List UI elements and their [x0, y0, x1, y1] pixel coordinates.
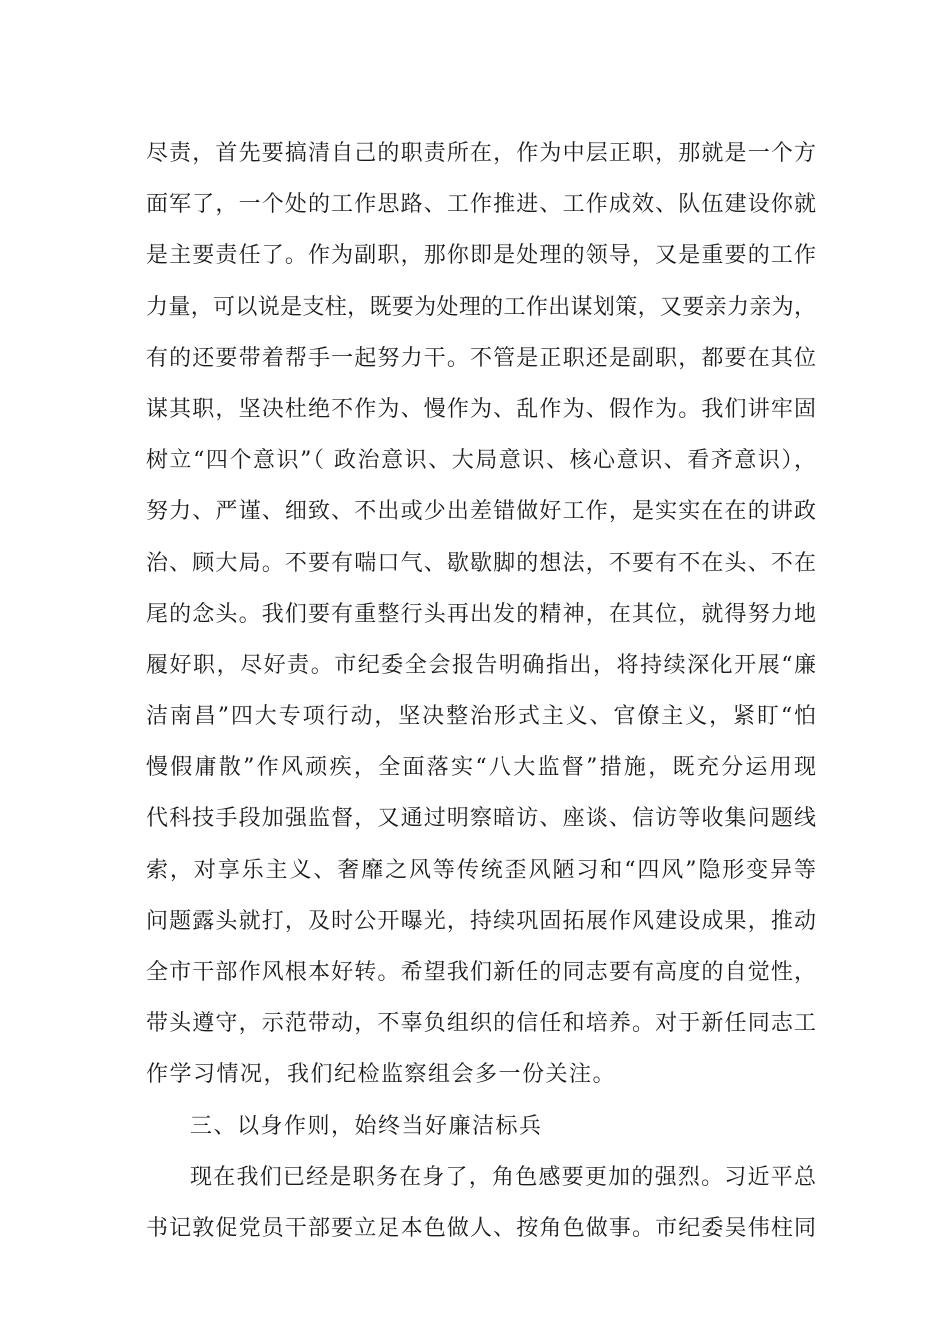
- text-line: 全市干部作风根本好转。希望我们新任的同志要有高度的自觉性，: [146, 960, 816, 985]
- text-line: 努力、严谨、细致、不出或少出差错做好工作，是实实在在的讲政: [146, 499, 816, 525]
- text-line: 面军了，一个处的工作思路、工作推进、工作成效、队伍建设你就: [146, 192, 816, 218]
- text-line: 是主要责任了。作为副职，那你即是处理的领导，又是重要的工作: [146, 243, 816, 269]
- text-line: 索，对享乐主义、奢靡之风等传统歪风陋习和“四风”隐形变异等: [146, 857, 816, 883]
- paragraph-end-line: 作学习情况，我们纪检监察组会多一份关注。: [146, 1062, 617, 1088]
- text-line: 洁南昌”四大专项行动，坚决整治形式主义、官僚主义，紧盯“怕: [146, 704, 816, 730]
- text-line: 力量，可以说是支柱，既要为处理的工作出谋划策，又要亲力亲为，: [146, 294, 816, 320]
- text-line: 问题露头就打，及时公开曝光，持续巩固拓展作风建设成果，推动: [146, 908, 816, 934]
- text-line: 尾的念头。我们要有重整行头再出发的精神，在其位，就得努力地: [146, 601, 816, 627]
- text-line: 书记敦促党员干部要立足本色做人、按角色做事。市纪委吴伟柱同: [146, 1215, 816, 1241]
- text-line: 谋其职，坚决杜绝不作为、慢作为、乱作为、假作为。我们讲牢固: [146, 396, 816, 422]
- text-line: 履好职，尽好责。市纪委全会报告明确指出，将持续深化开展“廉: [146, 652, 816, 678]
- text-line: 树立“四个意识”（ 政治意识、大局意识、核心意识、看齐意识），: [146, 448, 816, 474]
- text-line: 慢假庸散”作风顽疾，全面落实“八大监督”措施，既充分运用现: [146, 755, 816, 781]
- text-line: 代科技手段加强监督，又通过明察暗访、座谈、信访等收集问题线: [146, 806, 816, 832]
- text-line: 有的还要带着帮手一起努力干。不管是正职还是副职，都要在其位: [146, 345, 816, 371]
- document-body: [146, 128, 816, 1254]
- text-line: 带头遵守，示范带动，不辜负组织的信任和培养。对于新任同志工: [146, 1011, 816, 1037]
- paragraph-start-line: 现在我们已经是职务在身了，角色感要更加的强烈。习近平总: [190, 1164, 816, 1190]
- text-line: 尽责，首先要搞清自己的职责所在，作为中层正职，那就是一个方: [146, 141, 816, 166]
- text-line: 治、顾大局。不要有喘口气、歇歇脚的想法，不要有不在头、不在: [146, 550, 816, 576]
- section-heading: 三、以身作则，始终当好廉洁标兵: [190, 1113, 543, 1139]
